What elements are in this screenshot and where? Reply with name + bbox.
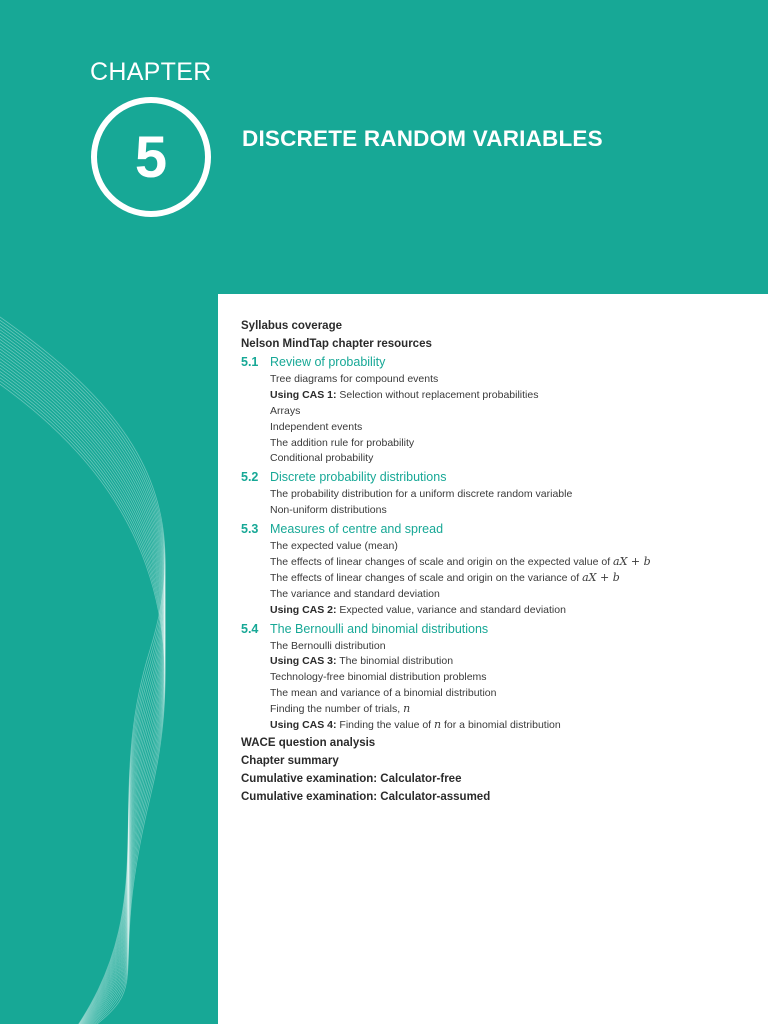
cas-label: Using CAS 3: [270,655,337,668]
wave-line [0,336,165,1024]
subentry-text: The expected value (mean) [270,540,398,553]
subentry-text: Technology-free binomial distribution problems [270,671,487,684]
toc-subentry[interactable] [241,502,761,518]
toc-closing-entries [241,735,761,807]
toc-subentry[interactable] [241,638,761,654]
toc-subentry[interactable] [241,685,761,701]
wave-line [0,320,165,1024]
toc-subentry[interactable] [241,387,761,403]
toc-subentry[interactable] [241,435,761,451]
section-title: The Bernoulli and binomial distributions [270,621,489,636]
subentry-text: Conditional probability [270,452,374,465]
toc-entry-wace-question-analysis[interactable]: WACE question analysis [241,736,376,749]
toc-entry-syllabus-coverage[interactable]: Syllabus coverage [241,320,342,332]
toc-subentry[interactable] [241,486,761,502]
wave-line [0,323,165,1024]
subentry-text: Non-uniform distributions [270,504,387,517]
subentry-text: The binomial distribution [336,655,454,668]
wave-line [0,310,165,1024]
cas-label: Using CAS 1: [270,388,337,401]
toc-section-heading[interactable] [241,469,761,486]
toc-subentry[interactable] [241,717,761,733]
toc-subentry[interactable] [241,570,761,586]
toc-entry-chapter-summary[interactable]: Chapter summary [241,754,339,767]
section-title: Discrete probability distributions [270,470,447,485]
subentry-text: The Bernoulli distribution [270,639,386,652]
toc-subentry[interactable] [241,538,761,554]
math-expression: aX + b [613,555,651,569]
subentry-text: Tree diagrams for compound events [270,373,439,385]
toc-subentry[interactable] [241,669,761,685]
chapter-number-circle [91,97,211,217]
subentry-text: Independent events [270,420,363,433]
toc-subentry[interactable] [241,586,761,602]
toc-subentry[interactable] [241,701,761,717]
wave-line [0,345,165,1024]
subentry-text: The variance and standard deviation [270,587,440,600]
wave-line [0,326,165,1024]
toc-section-heading[interactable] [241,621,761,638]
subentry-text: The effects of linear changes of scale and origin on the variance of [270,571,583,584]
chapter-title: DISCRETE RANDOM VARIABLES [242,126,603,151]
toc-subentry[interactable] [241,403,761,419]
subentry-text: Finding the value of [336,719,434,732]
cas-label: Using CAS 4: [270,719,337,732]
toc-section-heading[interactable] [241,354,761,371]
math-expression: n [403,702,411,716]
section-title: Review of probability [270,355,386,369]
toc-section-heading[interactable] [241,521,761,538]
toc-entry-calculator-free[interactable]: Cumulative examination: Calculator-free [241,772,462,785]
math-expression: aX + b [582,570,620,584]
cas-label: Using CAS 2: [270,603,337,616]
wave-line [0,332,165,1024]
section-number: 5.3 [241,522,259,537]
math-expression: n [434,718,442,732]
table-of-contents-panel [218,294,768,1024]
subentry-text: Arrays [270,404,301,417]
chapter-label: CHAPTER [90,58,212,86]
wave-line [0,339,165,1024]
toc-subentry[interactable] [241,371,761,387]
table-of-contents [241,318,761,807]
subentry-text: Expected value, variance and standard deviation [336,603,566,616]
toc-subentry[interactable] [241,653,761,669]
toc-subentry[interactable] [241,450,761,466]
toc-subentry[interactable] [241,419,761,435]
section-number: 5.2 [241,470,259,485]
subentry-text: Selection without replacement probabilities [336,388,539,401]
toc-sections [241,354,761,733]
toc-entry-mindtap-resources[interactable]: Nelson MindTap chapter resources [241,338,432,350]
section-title: Measures of centre and spread [270,522,444,537]
toc-entry-calculator-assumed[interactable]: Cumulative examination: Calculator-assumed [241,790,491,803]
subentry-text-after: for a binomial distribution [441,719,561,732]
decorative-wave-lines [0,290,218,1024]
subentry-text: The addition rule for probability [270,436,415,449]
wave-line [0,371,165,1024]
toc-subentry[interactable] [241,554,761,570]
section-number: 5.4 [241,621,259,636]
subentry-text: The probability distribution for a uniform discrete random variable [270,488,573,501]
section-number: 5.1 [241,355,259,369]
subentry-text: Finding the number of trials, [270,703,404,716]
subentry-text: The effects of linear changes of scale and origin on the expected value of [270,556,614,569]
toc-subentry[interactable] [241,602,761,618]
chapter-number: 5 [134,125,168,190]
subentry-text: The mean and variance of a binomial distribution [270,687,497,700]
